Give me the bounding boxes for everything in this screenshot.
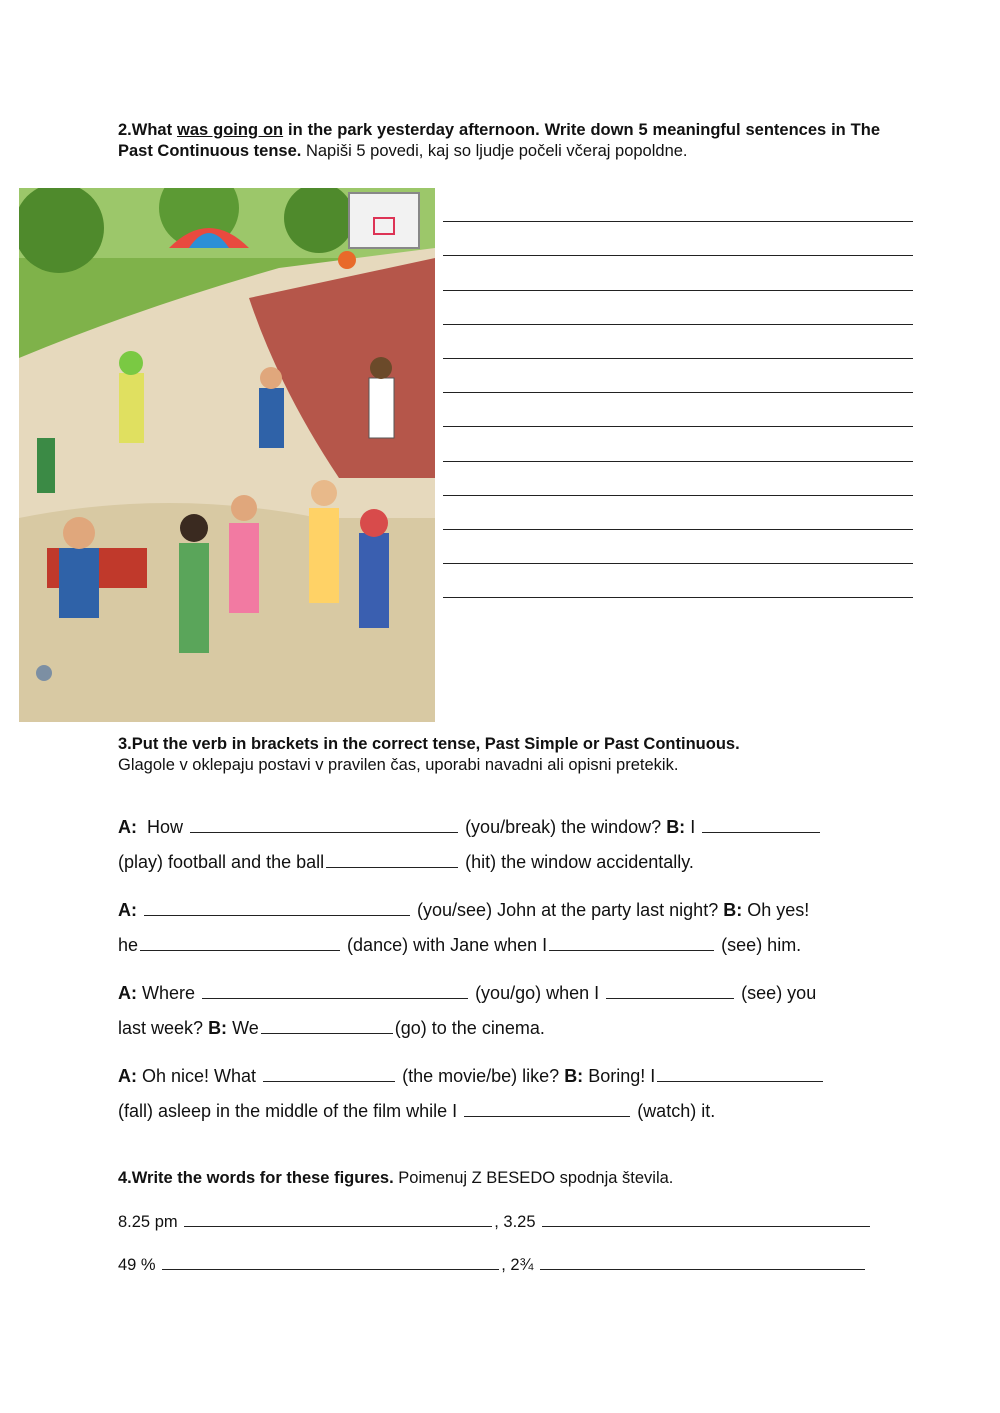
speaker-b-label: B:	[564, 1066, 584, 1086]
task4-instructions	[118, 1168, 918, 1189]
speaker-a-label: A:	[118, 900, 137, 920]
figure-label: 49 %	[118, 1256, 156, 1274]
ex2-text: (see) him.	[721, 934, 802, 955]
ex2-text: he	[118, 934, 139, 955]
ex2-text: (dance) with Jane when I	[347, 934, 548, 955]
ex1-text: I	[690, 817, 696, 837]
task4-subtitle: Poimenuj Z BESEDO spodnja števila.	[393, 1169, 674, 1187]
ex1-text: (hit) the window accidentally.	[465, 851, 694, 872]
answer-blank[interactable]	[702, 817, 820, 833]
answer-line[interactable]	[443, 572, 913, 606]
ex2-text: (you/see) John at the party last night?	[417, 900, 719, 920]
speaker-a-label: A:	[118, 1066, 137, 1086]
answer-blank[interactable]	[657, 1066, 823, 1082]
figure-label: 8.25 pm	[118, 1213, 178, 1231]
task2-title-rest: in the park yesterday afternoon. Write down 5 meaningful sentences in The Past Continuous tense.	[118, 121, 881, 160]
answer-line[interactable]	[443, 299, 913, 333]
ex4-text: (watch) it.	[637, 1100, 716, 1121]
answer-line[interactable]	[443, 435, 913, 469]
answer-blank[interactable]	[162, 1254, 499, 1270]
answer-blank[interactable]	[202, 983, 468, 999]
answer-blank[interactable]	[263, 1066, 395, 1082]
ex3-text: (see) you	[741, 983, 817, 1003]
task2-slovene: Napiši 5 povedi, kaj so ljudje počeli včeraj popoldne.	[301, 142, 688, 160]
figure-label: 2¾	[510, 1256, 534, 1274]
task3-title: 3.Put the verb in brackets in the correct tense, Past Simple or Past Continuous.	[118, 735, 740, 753]
exercise-2	[118, 893, 918, 962]
speaker-b-label: B:	[208, 1017, 228, 1038]
comma: ,	[494, 1213, 499, 1231]
ex2-text: Oh yes!	[747, 900, 810, 920]
answer-line[interactable]	[443, 264, 913, 298]
figure-label: 3.25	[503, 1213, 536, 1231]
task3-instructions	[118, 734, 898, 776]
speaker-a-label: A:	[118, 817, 137, 837]
task3-subtitle: Glagole v oklepaju postavi v pravilen čas, uporabi navadni ali opisni pretekik.	[118, 756, 679, 774]
answer-line[interactable]	[443, 333, 913, 367]
answer-lines	[443, 196, 913, 606]
answer-blank[interactable]	[542, 1211, 870, 1227]
answer-line[interactable]	[443, 470, 913, 504]
ex3-text: We	[232, 1017, 259, 1038]
ex3-text: (go) to the cinema.	[394, 1017, 545, 1038]
ex4-text: Oh nice! What	[142, 1066, 257, 1086]
answer-blank[interactable]	[540, 1254, 865, 1270]
ex1-text: How	[147, 817, 184, 837]
exercise-3	[118, 976, 918, 1045]
answer-line[interactable]	[443, 538, 913, 572]
answer-blank[interactable]	[606, 983, 734, 999]
answer-blank[interactable]	[140, 935, 340, 951]
answer-line[interactable]	[443, 504, 913, 538]
ex4-text: (the movie/be) like?	[402, 1066, 560, 1086]
task2-title-start: 2.What	[118, 121, 178, 139]
exercise-4	[118, 1059, 918, 1128]
speaker-b-label: B:	[723, 900, 743, 920]
answer-line[interactable]	[443, 401, 913, 435]
figures-row-2	[118, 1254, 867, 1276]
answer-blank[interactable]	[464, 1101, 630, 1117]
answer-blank[interactable]	[184, 1211, 492, 1227]
answer-blank[interactable]	[326, 852, 458, 868]
task4-title: 4.Write the words for these figures.	[118, 1169, 394, 1187]
answer-blank[interactable]	[261, 1018, 393, 1034]
task2-title-underlined: was going on	[177, 121, 284, 139]
answer-blank[interactable]	[549, 935, 714, 951]
answer-line[interactable]	[443, 230, 913, 264]
ex3-text: (you/go) when I	[475, 983, 600, 1003]
comma: ,	[501, 1256, 506, 1274]
park-scene-illustration	[19, 188, 435, 722]
answer-blank[interactable]	[144, 900, 410, 916]
answer-line[interactable]	[443, 367, 913, 401]
task2-instructions	[118, 120, 880, 162]
ex4-text: (fall) asleep in the middle of the film while I	[118, 1100, 458, 1121]
exercise-1	[118, 810, 918, 879]
ex3-text: last week?	[118, 1017, 204, 1038]
figures-row-1	[118, 1211, 872, 1233]
speaker-b-label: B:	[666, 817, 686, 837]
ex3-text: Where	[142, 983, 196, 1003]
answer-line[interactable]	[443, 196, 913, 230]
answer-blank[interactable]	[190, 817, 458, 833]
speaker-a-label: A:	[118, 983, 137, 1003]
ex1-text: (you/break) the window?	[465, 817, 662, 837]
ex1-text: (play) football and the ball	[118, 851, 325, 872]
ex4-text: Boring! I	[588, 1066, 656, 1086]
